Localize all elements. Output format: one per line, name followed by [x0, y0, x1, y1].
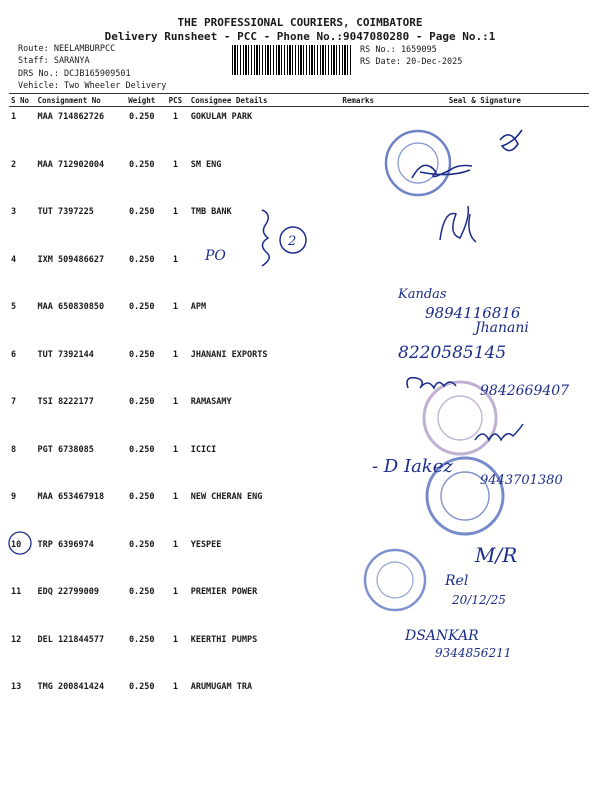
vehicle-label: Vehicle: Two Wheeler Delivery	[18, 81, 167, 91]
row-pcs: 1	[172, 492, 178, 502]
row-consignee: SM ENG	[190, 159, 222, 170]
phone-row7: 9842669407	[480, 383, 570, 399]
phone-row13: 9344856211	[435, 646, 512, 660]
row-weight: 0.250	[128, 492, 155, 502]
row-pcs: 1	[172, 444, 178, 455]
row-consignment: EDQ 22799009	[37, 587, 99, 597]
row-consignment: MAA 650830850	[37, 302, 105, 312]
rs-date: RS Date: 20-Dec-2025	[360, 57, 463, 67]
row-sno: 11	[11, 587, 22, 597]
col-remarks: Remarks	[336, 94, 381, 107]
rs-number: RS No.: 1659095	[360, 45, 437, 55]
row-consignee: YESPEE	[190, 539, 222, 550]
row-consignment: PGT 6738085	[37, 444, 94, 455]
row-consignee: RAMASAMY	[190, 397, 232, 407]
signature-row3	[440, 206, 476, 242]
row-pcs: 1	[172, 207, 178, 217]
phone-row9: 9443701380	[480, 473, 563, 488]
col-pcs: PCS	[162, 94, 189, 107]
row-weight: 0.250	[128, 397, 155, 407]
signature-row11: M/R	[475, 543, 518, 567]
row-pcs: 1	[172, 397, 178, 407]
row-consignee: KEERTHI PUMPS	[190, 634, 258, 645]
row-weight: 0.250	[128, 207, 155, 217]
row-weight: 0.250	[128, 682, 155, 692]
row-sno: 1	[11, 112, 17, 122]
col-consignee: Consignee Details	[189, 94, 336, 107]
row-weight: 0.250	[128, 634, 155, 645]
row-sno: 12	[11, 634, 22, 645]
row-weight: 0.250	[128, 302, 155, 312]
row-consignment: TUT 7392144	[37, 349, 94, 360]
route-label: Route: NEELAMBURPCC	[18, 44, 116, 54]
receiver-name-row13: DSANKAR	[405, 628, 479, 644]
row-consignment: IXM 509486627	[37, 254, 105, 265]
courier-stamp-4	[365, 550, 425, 610]
col-sno: S No	[9, 94, 36, 107]
tamil-name-row7	[407, 378, 456, 388]
phone-row6: 8220585145	[398, 343, 507, 363]
row-pcs: 1	[172, 302, 178, 312]
row-sno: 6	[11, 349, 17, 360]
receiver-name-row5: Kandas	[398, 287, 447, 302]
col-consignment: Consignment No	[36, 94, 122, 107]
row-consignment: DEL 121844577	[37, 634, 105, 645]
staff-label: Staff: SARANYA	[18, 56, 90, 66]
receiver-name-row9: - D Iakez	[372, 456, 453, 477]
row-consignee: PREMIER POWER	[190, 587, 258, 597]
row-weight: 0.250	[128, 587, 155, 597]
row-sno: 7	[11, 397, 17, 407]
col-weight: Weight	[121, 94, 162, 107]
row-weight: 0.250	[128, 444, 155, 455]
row-pcs: 1	[172, 349, 178, 360]
row-sno: 4	[11, 254, 17, 265]
courier-stamp-1	[386, 131, 450, 195]
row-consignee: TMB BANK	[190, 207, 232, 217]
circle-number-row4: 2	[288, 234, 297, 249]
row-consignment: TMG 200841424	[37, 682, 105, 692]
row-pcs: 1	[172, 587, 178, 597]
receiver-name-row6: Jhanani	[475, 320, 529, 336]
row-pcs: 1	[172, 539, 178, 550]
row-pcs: 1	[172, 634, 178, 645]
row-consignment: TSI 8222177	[37, 397, 94, 407]
row-weight: 0.250	[128, 112, 155, 122]
row-consignee: GOKULAM PARK	[190, 112, 253, 122]
row-pcs: 1	[172, 682, 178, 692]
bracket-row4	[262, 210, 269, 266]
note-row4: PO	[205, 248, 226, 264]
row-sno: 8	[11, 444, 17, 455]
row-consignment: MAA 653467918	[37, 492, 105, 502]
runsheet-subtitle: Delivery Runsheet - PCC - Phone No.:9047080280 - Page No.:1	[104, 30, 496, 43]
row-weight: 0.250	[128, 539, 155, 550]
row-weight: 0.250	[128, 159, 155, 170]
row-consignment: TUT 7397225	[37, 207, 94, 217]
company-title: THE PROFESSIONAL COURIERS, COIMBATORE	[177, 16, 423, 29]
row-sno: 2	[11, 159, 17, 170]
row-consignee: APM	[190, 302, 207, 312]
signature-row1	[500, 130, 522, 151]
row-pcs: 1	[172, 112, 178, 122]
row-consignment: TRP 6396974	[37, 539, 94, 550]
row-sno: 9	[11, 492, 17, 502]
signature-row8	[475, 424, 523, 440]
row-consignee: ICICI	[190, 444, 217, 455]
signature-row2	[412, 165, 472, 178]
row-sno: 3	[11, 207, 17, 217]
phone-row5: 9894116816	[425, 304, 521, 322]
row-consignee: NEW CHERAN ENG	[190, 492, 263, 502]
row-pcs: 1	[172, 254, 178, 265]
signature-row12: Rel	[445, 573, 469, 589]
row-consignment: MAA 712902004	[37, 159, 105, 170]
row-sno: 10	[11, 539, 22, 550]
sno-11-circle	[9, 532, 31, 554]
row-consignee: JHANANI EXPORTS	[190, 349, 268, 360]
row-sno: 5	[11, 302, 17, 312]
row-pcs: 1	[172, 159, 178, 170]
row-consignment: MAA 714862726	[37, 112, 105, 122]
row-weight: 0.250	[128, 349, 155, 360]
col-signature: Seal & Signature	[381, 94, 589, 107]
row-sno: 13	[11, 682, 22, 692]
row-weight: 0.250	[128, 254, 155, 265]
drs-label: DRS No.: DCJB165909501	[18, 69, 131, 79]
row-consignee: ARUMUGAM TRA	[190, 682, 253, 692]
date-row12: 20/12/25	[452, 593, 506, 607]
